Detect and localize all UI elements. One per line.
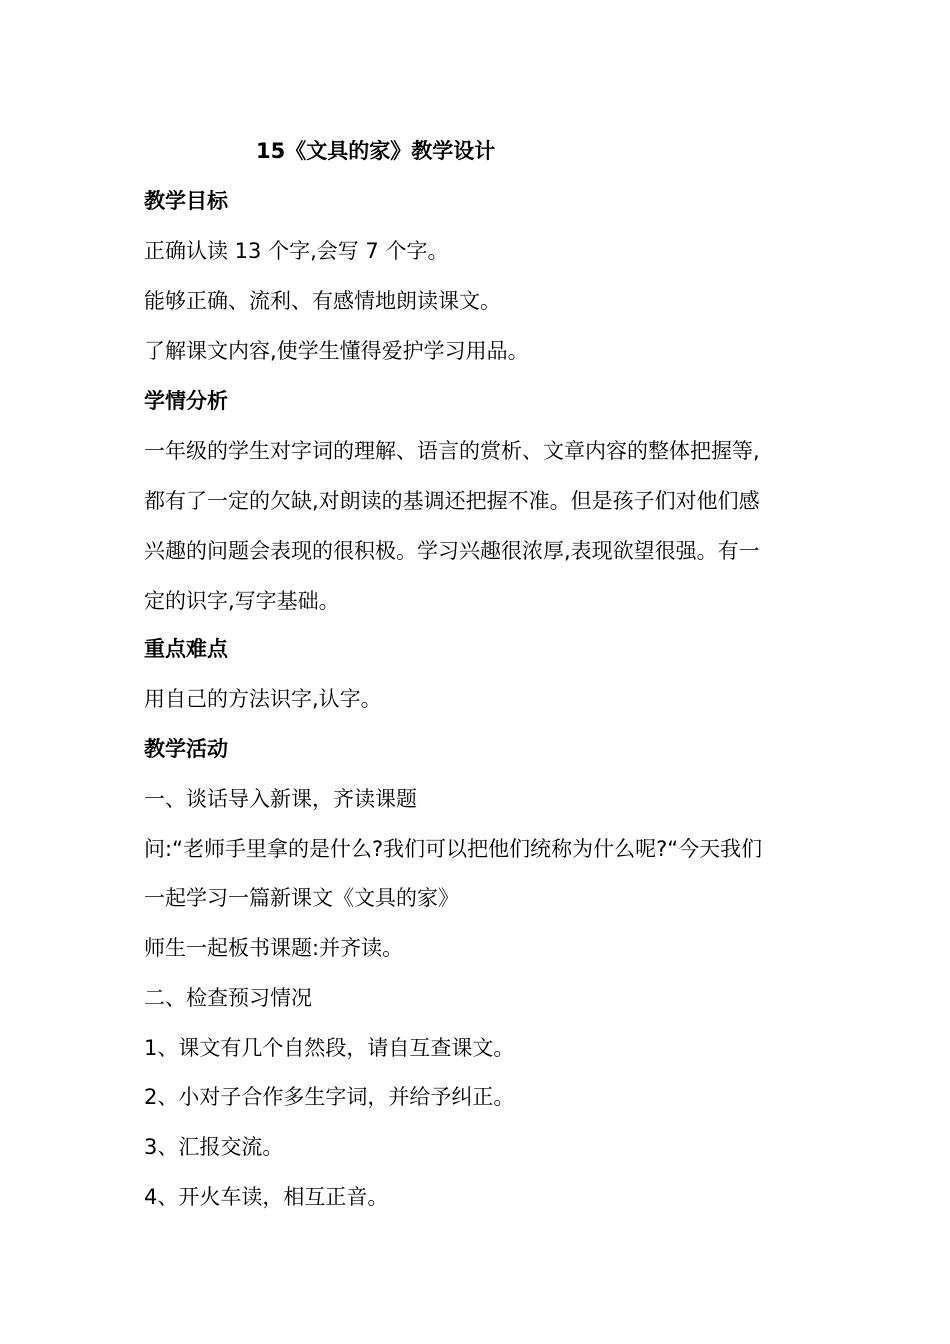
section-heading-objectives: 教学目标 — [144, 189, 228, 213]
objective-item: 正确认读 13 个字,会写 7 个字。 — [144, 239, 449, 263]
analysis-line: 一年级的学生对字词的理解、语言的赏析、文章内容的整体把握等, — [144, 439, 760, 463]
activity-line: 一起学习一篇新课文《文具的家》 — [144, 886, 459, 910]
activity-line: 一、谈话导入新课，齐读课题 — [144, 787, 417, 811]
activity-line: 二、检查预习情况 — [144, 986, 312, 1010]
key-points-line: 用自己的方法识字,认字。 — [144, 687, 382, 711]
analysis-line: 兴趣的问题会表现的很积极。学习兴趣很浓厚,表现欲望很强。有一 — [144, 539, 760, 563]
document-title: 15《文具的家》教学设计 — [256, 139, 496, 163]
activity-line: 1、课文有几个自然段，请自互查课文。 — [144, 1036, 515, 1060]
analysis-line: 定的识字,写字基础。 — [144, 589, 340, 613]
section-heading-activities: 教学活动 — [144, 737, 228, 761]
activity-line: 问:“老师手里拿的是什么?我们可以把他们统称为什么呢?“今天我们 — [144, 837, 763, 861]
activity-line: 师生一起板书课题:并齐读。 — [144, 936, 404, 960]
section-heading-key-points: 重点难点 — [144, 637, 228, 661]
activity-line: 3、汇报交流。 — [144, 1135, 284, 1159]
objective-item: 能够正确、流利、有感情地朗读课文。 — [144, 289, 501, 313]
section-heading-analysis: 学情分析 — [144, 389, 228, 413]
activity-line: 4、开火车读，相互正音。 — [144, 1185, 389, 1209]
activity-line: 2、小对子合作多生字词，并给予纠正。 — [144, 1085, 515, 1109]
analysis-line: 都有了一定的欠缺,对朗读的基调还把握不准。但是孩子们对他们感 — [144, 489, 760, 513]
objective-item: 了解课文内容,使学生懂得爱护学习用品。 — [144, 339, 529, 363]
